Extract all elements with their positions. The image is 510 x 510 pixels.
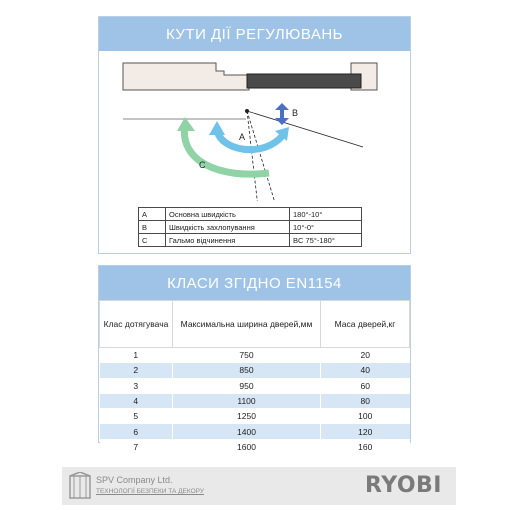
column-header-mass: Маса дверей,кг (321, 301, 410, 348)
cell-width: 750 (173, 348, 321, 363)
door-frame (123, 63, 249, 90)
legend-range: 180°-10° (290, 208, 362, 221)
legend-range: 10°-0° (290, 221, 362, 234)
arrow-b (275, 103, 289, 117)
adjustment-angles-panel (98, 16, 411, 254)
company-name: SPV Company Ltd. (96, 475, 173, 485)
cell-mass: 20 (321, 348, 410, 363)
spv-logo-icon (68, 472, 92, 500)
cell-mass: 120 (321, 424, 410, 439)
angle-line (247, 111, 259, 201)
legend-key: C (139, 234, 166, 247)
legend-key: A (139, 208, 166, 221)
angle-line (247, 111, 363, 147)
table-row (100, 393, 410, 408)
cell-class: 5 (100, 409, 173, 424)
company-tagline: ТЕХНОЛОГІЇ БЕЗПЕКИ ТА ДЕКОРУ (96, 488, 204, 495)
cell-width: 1600 (173, 439, 321, 454)
cell-width: 1100 (173, 393, 321, 408)
cell-width: 1250 (173, 409, 321, 424)
table-row (100, 363, 410, 378)
cell-mass: 40 (321, 363, 410, 378)
cell-class: 2 (100, 363, 173, 378)
label-c: C (199, 160, 206, 170)
cell-mass: 80 (321, 393, 410, 408)
table-row (100, 424, 410, 439)
legend-row (139, 208, 362, 221)
table-row (100, 378, 410, 393)
cell-width: 950 (173, 378, 321, 393)
column-header-width: Максимальна ширина дверей,мм (173, 301, 321, 348)
cell-width: 850 (173, 363, 321, 378)
table-row (100, 348, 410, 363)
legend-desc: Основна швидкість (166, 208, 290, 221)
legend-row (139, 221, 362, 234)
table-header-row (100, 301, 410, 348)
cell-class: 7 (100, 439, 173, 454)
footer-bar (62, 467, 456, 505)
legend-row (139, 234, 362, 247)
panel-title: КЛАСИ ЗГІДНО EN1154 (99, 266, 410, 300)
arrow-a (217, 129, 283, 150)
legend-desc: Швидкість захлопування (166, 221, 290, 234)
cell-mass: 160 (321, 439, 410, 454)
ryobi-logo: RYOBI (364, 473, 442, 498)
closer-body (247, 74, 361, 88)
column-header-class: Клас дотягувача (100, 301, 173, 348)
cell-class: 1 (100, 348, 173, 363)
cell-mass: 100 (321, 409, 410, 424)
legend-range: BC 75°-180° (290, 234, 362, 247)
panel-title: КУТИ ДІЇ РЕГУЛЮВАНЬ (99, 17, 410, 51)
cell-class: 6 (100, 424, 173, 439)
table-row (100, 409, 410, 424)
label-a: A (239, 132, 246, 142)
classes-table (99, 300, 410, 455)
angles-legend-table (138, 207, 362, 247)
cell-mass: 60 (321, 378, 410, 393)
cell-class: 4 (100, 393, 173, 408)
table-row (100, 439, 410, 454)
en1154-classes-panel (98, 265, 411, 452)
door-closer-diagram (99, 51, 410, 201)
legend-desc: Гальмо відчинення (166, 234, 290, 247)
label-b: B (292, 108, 299, 118)
legend-key: B (139, 221, 166, 234)
cell-class: 3 (100, 378, 173, 393)
cell-width: 1400 (173, 424, 321, 439)
arrow-a-head (209, 121, 225, 135)
